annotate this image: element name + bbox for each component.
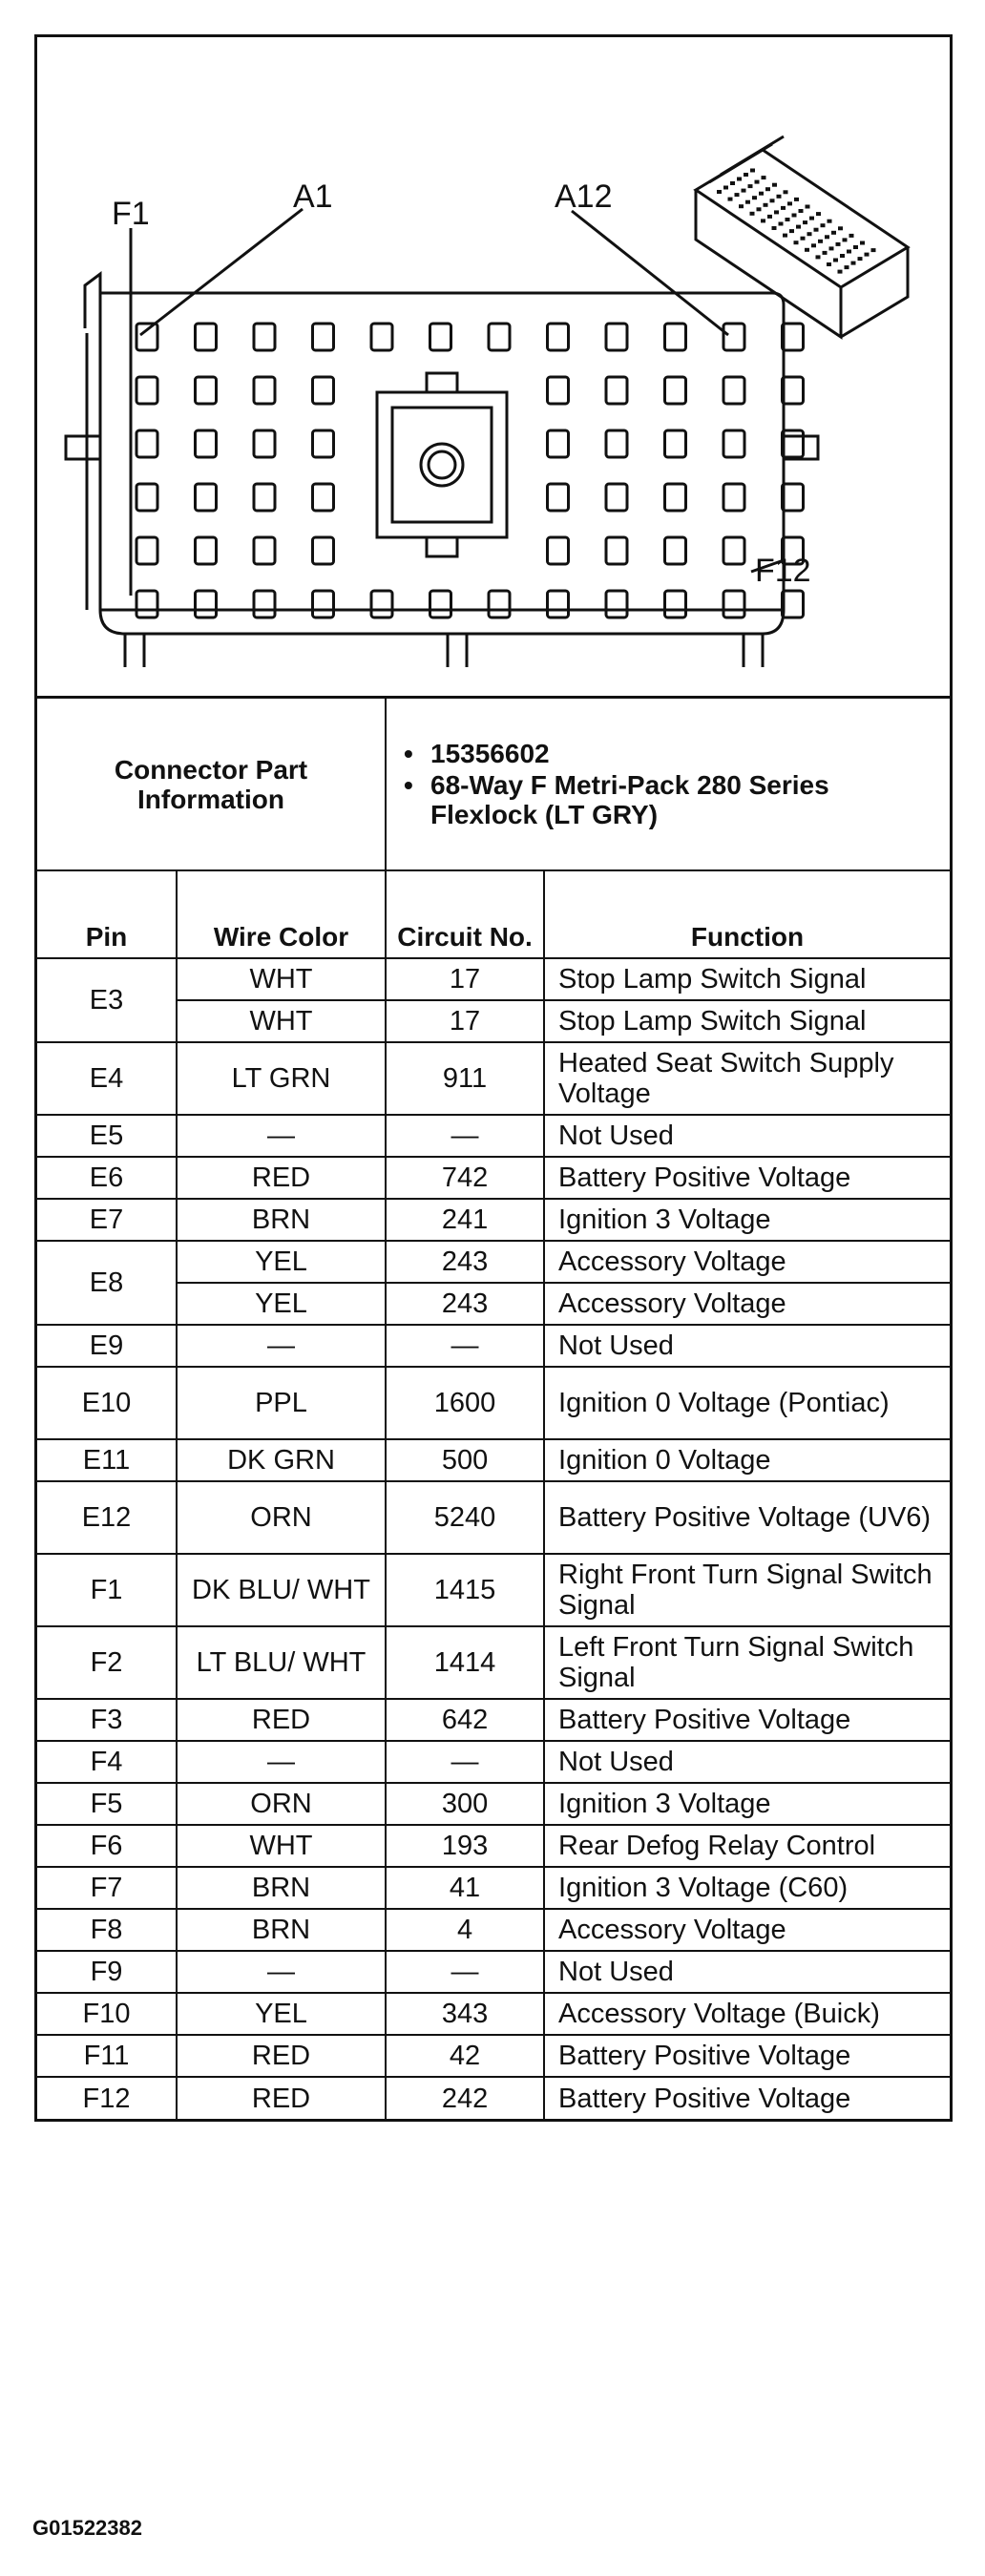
circuit-cell: 1600 (386, 1367, 544, 1439)
isometric-pin-hole (853, 245, 858, 249)
isometric-pin-hole (783, 234, 787, 238)
circuit-cell: — (386, 1951, 544, 1993)
isometric-pin-hole (772, 183, 777, 187)
wire-color-cell: RED (177, 2035, 386, 2077)
isometric-pin-hole (818, 240, 823, 243)
pin-cavity (313, 537, 334, 564)
function-cell: Ignition 3 Voltage (544, 1783, 950, 1825)
pin-cavity (254, 324, 275, 350)
isometric-pin-hole (774, 210, 779, 214)
pin-cavity (313, 430, 334, 457)
pin-cell: F3 (37, 1699, 177, 1741)
isometric-pin-hole (805, 248, 809, 252)
isometric-pin-hole (717, 190, 722, 194)
isometric-pin-hole (823, 251, 828, 255)
pin-cavity (548, 377, 569, 404)
circuit-cell: 193 (386, 1825, 544, 1867)
pin-cavity (606, 591, 627, 618)
isometric-pin-hole (752, 196, 757, 199)
isometric-pin-hole (829, 246, 834, 250)
function-cell: Rear Defog Relay Control (544, 1825, 950, 1867)
function-cell: Battery Positive Voltage (544, 1157, 950, 1199)
function-cell: Accessory Voltage (544, 1909, 950, 1951)
isometric-pin-hole (762, 176, 766, 179)
pin-cavity (371, 591, 392, 618)
isometric-pin-hole (777, 195, 782, 199)
wire-color-cell: RED (177, 2077, 386, 2119)
isometric-pin-hole (803, 220, 807, 224)
circuit-cell: 17 (386, 958, 544, 1000)
isometric-pin-hole (761, 219, 765, 222)
wire-color-cell: — (177, 1951, 386, 1993)
pin-cavity (723, 484, 744, 511)
wire-color-cell: BRN (177, 1867, 386, 1909)
label-a12: A12 (555, 178, 613, 215)
wire-color-cell: DK GRN (177, 1439, 386, 1481)
isometric-pin-hole (811, 243, 816, 247)
wire-color-cell: YEL (177, 1993, 386, 2035)
pin-cell: E7 (37, 1199, 177, 1241)
pin-cell: F7 (37, 1867, 177, 1909)
function-cell: Accessory Voltage (544, 1241, 950, 1283)
isometric-pin-hole (748, 184, 753, 188)
function-cell: Ignition 3 Voltage (C60) (544, 1867, 950, 1909)
connector-body (66, 274, 818, 667)
connector-part-label: Connector Part Information (37, 699, 386, 870)
connector-diagram (37, 37, 950, 699)
isometric-pin-hole (742, 189, 746, 193)
function-cell: Not Used (544, 1741, 950, 1783)
table-row (37, 1325, 950, 1367)
pin-cell: E11 (37, 1439, 177, 1481)
isometric-pin-hole (860, 241, 865, 245)
pin-cavity (548, 324, 569, 350)
function-cell: Accessory Voltage (Buick) (544, 1993, 950, 2035)
circuit-cell: 1415 (386, 1554, 544, 1626)
function-cell: Not Used (544, 1325, 950, 1367)
pin-cavity (136, 484, 157, 511)
header-pin: Pin (37, 870, 177, 958)
circuit-cell: 911 (386, 1042, 544, 1115)
isometric-pin-hole (787, 201, 792, 205)
pin-cell: F12 (37, 2077, 177, 2119)
isometric-pin-hole (821, 223, 826, 227)
pin-cell: F5 (37, 1783, 177, 1825)
isometric-pin-hole (786, 218, 790, 221)
pin-cavity (723, 537, 744, 564)
pin-cavity (196, 430, 217, 457)
isometric-pin-hole (816, 255, 821, 259)
pin-cavity (606, 484, 627, 511)
pin-cavity (313, 591, 334, 618)
wire-color-cell: LT BLU/ WHT (177, 1626, 386, 1699)
pin-cavity (196, 484, 217, 511)
isometric-pin-hole (809, 217, 814, 220)
pin-cavity (548, 484, 569, 511)
isometric-pin-hole (858, 257, 863, 261)
wire-color-cell: DK BLU/ WHT (177, 1554, 386, 1626)
pin-cavity (783, 377, 804, 404)
isometric-pin-hole (871, 248, 876, 252)
function-cell: Left Front Turn Signal Switch Signal (544, 1626, 950, 1699)
header-function: Function (544, 870, 950, 958)
pin-cavity (606, 537, 627, 564)
isometric-pin-hole (831, 231, 836, 235)
pin-cell: E8 (37, 1241, 177, 1325)
circuit-cell: 241 (386, 1199, 544, 1241)
pin-cavity (196, 377, 217, 404)
pin-cavity (665, 324, 686, 350)
pin-cavity (665, 430, 686, 457)
table-row (37, 1867, 950, 1909)
circuit-cell: — (386, 1325, 544, 1367)
pin-cavity (723, 324, 744, 350)
table-row (37, 1909, 950, 1951)
function-cell: Heated Seat Switch Supply Voltage (544, 1042, 950, 1115)
wire-color-cell: YEL (177, 1241, 386, 1283)
isometric-pin-hole (807, 232, 812, 236)
pin-cavity (489, 591, 510, 618)
table-row (37, 1157, 950, 1199)
table-row (37, 1439, 950, 1481)
label-f12: F12 (755, 553, 811, 589)
pin-cell: E3 (37, 958, 177, 1042)
header-circuit-no: Circuit No. (386, 870, 544, 958)
table-row (37, 1993, 950, 2035)
circuit-cell: 5240 (386, 1481, 544, 1554)
isometric-pin-hole (865, 253, 870, 257)
isometric-pin-hole (737, 178, 742, 181)
pin-cell: E10 (37, 1367, 177, 1439)
pin-cavity (254, 430, 275, 457)
isometric-pin-hole (792, 214, 797, 218)
pin-cavity (606, 377, 627, 404)
circuit-cell: 300 (386, 1783, 544, 1825)
wire-color-cell: ORN (177, 1481, 386, 1554)
circuit-cell: 742 (386, 1157, 544, 1199)
wire-color-cell: — (177, 1115, 386, 1157)
pin-cell: F10 (37, 1993, 177, 2035)
table-row (37, 1741, 950, 1783)
pin-cavity (548, 430, 569, 457)
isometric-pin-hole (745, 200, 750, 204)
function-cell: Stop Lamp Switch Signal (544, 1000, 950, 1042)
isometric-pin-hole (739, 204, 744, 208)
function-cell: Accessory Voltage (544, 1283, 950, 1325)
wire-color-cell: ORN (177, 1783, 386, 1825)
pin-cavity (783, 324, 804, 350)
circuit-cell: 642 (386, 1699, 544, 1741)
pin-cavity (371, 324, 392, 350)
pin-cell: E9 (37, 1325, 177, 1367)
circuit-cell: 1414 (386, 1626, 544, 1699)
table-row (37, 1951, 950, 1993)
pin-cavity (196, 591, 217, 618)
pin-cell: E5 (37, 1115, 177, 1157)
pin-cell: F6 (37, 1825, 177, 1867)
table-row (37, 1481, 950, 1554)
wire-color-cell: WHT (177, 1000, 386, 1042)
pin-cell: E12 (37, 1481, 177, 1554)
wire-color-cell: — (177, 1741, 386, 1783)
isometric-pin-hole (735, 193, 740, 197)
isometric-pin-hole (838, 270, 843, 274)
circuit-cell: 500 (386, 1439, 544, 1481)
function-cell: Battery Positive Voltage (544, 2035, 950, 2077)
function-cell: Right Front Turn Signal Switch Signal (544, 1554, 950, 1626)
pin-cavity (430, 591, 451, 618)
table-row (37, 1783, 950, 1825)
table-row (37, 1626, 950, 1699)
isometric-pin-hole (779, 222, 784, 226)
wire-color-cell: YEL (177, 1283, 386, 1325)
pin-cavity (783, 591, 804, 618)
pin-cell: E4 (37, 1042, 177, 1115)
isometric-pin-hole (781, 206, 786, 210)
wire-color-cell: — (177, 1325, 386, 1367)
isometric-pin-hole (764, 203, 768, 207)
wire-color-cell: BRN (177, 1909, 386, 1951)
wire-color-cell: PPL (177, 1367, 386, 1439)
isometric-pin-hole (728, 198, 733, 201)
pin-cavity (723, 377, 744, 404)
pin-cavity (606, 324, 627, 350)
pin-cavity (723, 591, 744, 618)
table-row (37, 1115, 950, 1157)
isometric-pin-hole (755, 180, 760, 184)
circuit-cell: 42 (386, 2035, 544, 2077)
isometric-pin-hole (847, 250, 851, 254)
pin-cell: E6 (37, 1157, 177, 1199)
isometric-pin-hole (849, 234, 854, 238)
connector-part-number: • 15356602 (400, 739, 942, 768)
figure-caption: G01522382 (32, 2516, 142, 2540)
circuit-cell: — (386, 1741, 544, 1783)
wire-color-cell: RED (177, 1157, 386, 1199)
isometric-pin-hole (851, 262, 856, 265)
isometric-pin-hole (750, 212, 755, 216)
function-cell: Ignition 3 Voltage (544, 1199, 950, 1241)
connector-part-info (386, 699, 950, 870)
isometric-pin-hole (794, 198, 799, 201)
isometric-pin-hole (801, 237, 806, 241)
table-row (37, 1825, 950, 1867)
isometric-pin-hole (757, 207, 762, 211)
table-row (37, 958, 950, 1000)
function-cell: Ignition 0 Voltage (544, 1439, 950, 1481)
table-row (37, 2035, 950, 2077)
isometric-pin-hole (796, 225, 801, 229)
connector-sheet (34, 34, 953, 2122)
pin-cavity (254, 537, 275, 564)
isometric-pin-hole (799, 209, 804, 213)
isometric-pin-hole (816, 212, 821, 216)
pin-cell: F2 (37, 1626, 177, 1699)
circuit-cell: 4 (386, 1909, 544, 1951)
pin-grid (136, 324, 804, 618)
center-post (377, 373, 507, 556)
pin-cavity (665, 537, 686, 564)
table-row (37, 1554, 950, 1626)
isometric-pin-hole (836, 242, 841, 246)
pin-cavity (136, 377, 157, 404)
table-row (37, 1367, 950, 1439)
isometric-pin-hole (765, 187, 770, 191)
pin-cavity (548, 537, 569, 564)
pin-cavity (723, 430, 744, 457)
wire-color-cell: WHT (177, 1825, 386, 1867)
isometric-pin-hole (730, 181, 735, 185)
pin-cavity (313, 484, 334, 511)
pin-cavity (489, 324, 510, 350)
pin-cell: F1 (37, 1554, 177, 1626)
function-cell: Ignition 0 Voltage (Pontiac) (544, 1367, 950, 1439)
wire-color-cell: LT GRN (177, 1042, 386, 1115)
circuit-cell: 243 (386, 1283, 544, 1325)
circuit-cell: 343 (386, 1993, 544, 2035)
table-row (37, 1042, 950, 1115)
connector-description: • 68-Way F Metri-Pack 280 Series Flexlock (LT GRY) (400, 770, 942, 829)
label-f1: F1 (112, 196, 150, 232)
table-row (37, 1241, 950, 1283)
isometric-pin-hole (825, 235, 829, 239)
pin-cell: F9 (37, 1951, 177, 1993)
isometric-pin-hole (838, 226, 843, 230)
header-wire-color: Wire Color (177, 870, 386, 958)
isometric-pin-hole (840, 254, 845, 258)
isometric-pin-hole (770, 199, 775, 202)
function-cell: Not Used (544, 1115, 950, 1157)
pin-cavity (783, 484, 804, 511)
pin-cavity (430, 324, 451, 350)
isometric-pin-hole (789, 229, 794, 233)
isometric-pin-hole (784, 190, 788, 194)
pin-cavity (254, 377, 275, 404)
pin-cavity (665, 484, 686, 511)
pinout-table (37, 699, 950, 2119)
pin-cavity (136, 324, 157, 350)
isometric-pin-hole (772, 226, 777, 230)
pin-cavity (665, 377, 686, 404)
isometric-pin-hole (767, 215, 772, 219)
label-a1: A1 (293, 178, 333, 215)
table-row (37, 1699, 950, 1741)
pin-cell: F8 (37, 1909, 177, 1951)
circuit-cell: 41 (386, 1867, 544, 1909)
isometric-pin-hole (794, 241, 799, 244)
isometric-pin-hole (833, 259, 838, 262)
pin-cavity (783, 430, 804, 457)
pin-cavity (254, 484, 275, 511)
isometric-pin-hole (827, 262, 831, 266)
pin-cell: F11 (37, 2035, 177, 2077)
pin-cavity (313, 377, 334, 404)
pin-cavity (548, 591, 569, 618)
pin-cavity (196, 537, 217, 564)
circuit-cell: 17 (386, 1000, 544, 1042)
table-row (37, 1199, 950, 1241)
pin-cavity (313, 324, 334, 350)
table-row (37, 2077, 950, 2119)
wire-color-cell: RED (177, 1699, 386, 1741)
isometric-pin-hole (744, 173, 748, 177)
isometric-pin-hole (806, 205, 810, 209)
isometric-pin-hole (759, 192, 764, 196)
function-cell: Battery Positive Voltage (544, 2077, 950, 2119)
isometric-pin-hole (814, 228, 819, 232)
isometric-pin-hole (845, 265, 849, 269)
isometric-pin-hole (843, 238, 848, 241)
function-cell: Battery Positive Voltage (544, 1699, 950, 1741)
function-cell: Stop Lamp Switch Signal (544, 958, 950, 1000)
pin-cavity (606, 430, 627, 457)
pin-cavity (254, 591, 275, 618)
connector-face-drawing (37, 37, 950, 694)
circuit-cell: 243 (386, 1241, 544, 1283)
pin-cavity (136, 537, 157, 564)
circuit-cell: 242 (386, 2077, 544, 2119)
pin-cavity (136, 430, 157, 457)
circuit-cell: — (386, 1115, 544, 1157)
pin-cavity (136, 591, 157, 618)
wire-color-cell: WHT (177, 958, 386, 1000)
function-cell: Battery Positive Voltage (UV6) (544, 1481, 950, 1554)
isometric-pin-hole (750, 169, 755, 173)
pin-cavity (196, 324, 217, 350)
function-cell: Not Used (544, 1951, 950, 1993)
pin-cell: F4 (37, 1741, 177, 1783)
pin-cavity (665, 591, 686, 618)
isometric-pin-hole (723, 186, 728, 190)
isometric-pin-hole (828, 220, 832, 223)
wire-color-cell: BRN (177, 1199, 386, 1241)
